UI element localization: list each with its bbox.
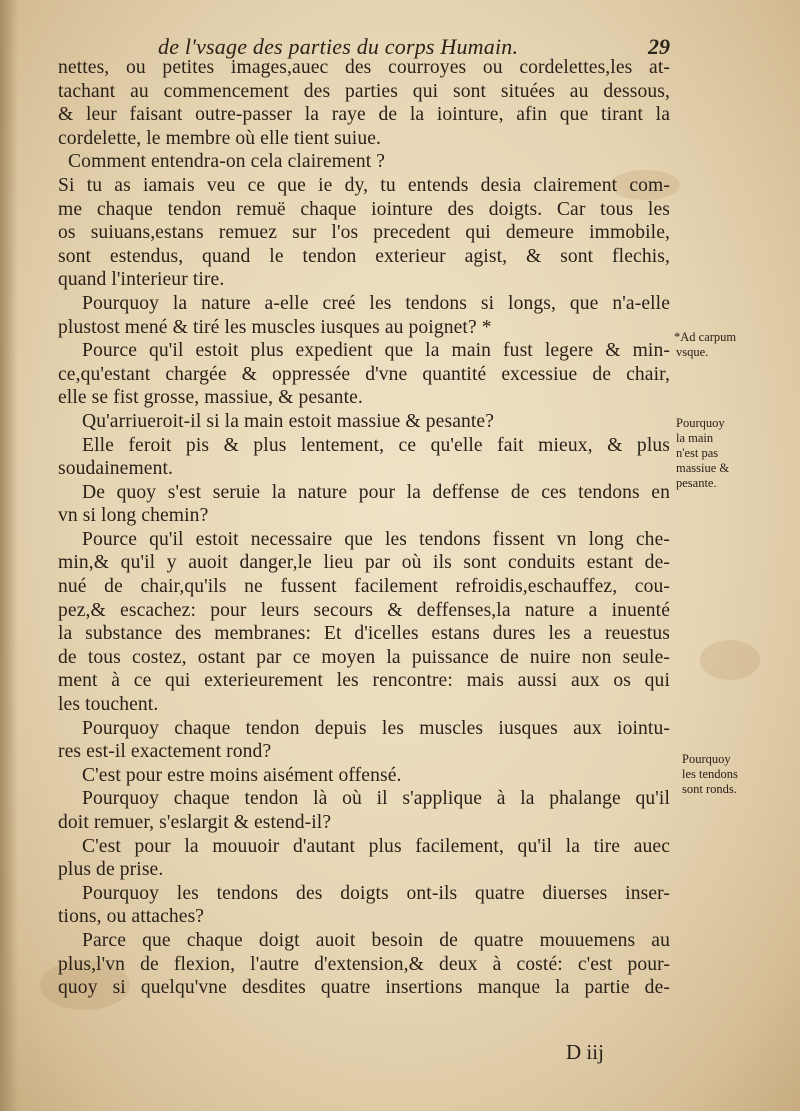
- margin-note-line: pesante.: [676, 476, 717, 490]
- text-line: C'est pour estre moins aisément offensé.: [82, 764, 402, 786]
- text-line: & leur faisant outre-passer la raye de la iointure, afin que tirant la: [58, 104, 670, 126]
- text-line: tions, ou attaches?: [58, 906, 205, 928]
- text-line: soudainement.: [58, 458, 174, 480]
- text-line: Pource qu'il estoit plus expedient que la main fust legere & min-: [82, 340, 670, 362]
- text-line: plustost mené & tiré les muscles iusques au poignet? *: [58, 316, 492, 338]
- text-line: Elle feroit pis & plus lentement, ce qu'elle fait mieux, & plus: [82, 434, 670, 456]
- text-line: quand l'interieur tire.: [58, 269, 225, 291]
- text-line: plus de prise.: [58, 859, 164, 881]
- text-line: doit remuer, s'eslargit & estend-il?: [58, 812, 332, 833]
- margin-note-line: n'est pas: [676, 446, 719, 460]
- text-line: os suiuans,estans remuez sur l'os precedent qui demeure immobile,: [58, 222, 670, 244]
- text-line: res est-il exactement rond?: [58, 741, 272, 763]
- text-line: Si tu as iamais veu ce que ie dy, tu entends desia clairement com-: [58, 174, 670, 196]
- margin-note-line: Pourquoy: [676, 416, 725, 430]
- text-line: pez,& escachez: pour leurs secours & deffenses,la nature a inuenté: [58, 599, 670, 621]
- margin-note-line: la main: [676, 431, 714, 445]
- page-number: 29: [648, 34, 670, 59]
- margin-note-line: sont ronds.: [682, 782, 737, 796]
- text-line: min,& qu'il y auoit danger,le lieu par où ils sont conduits estant de-: [58, 552, 670, 574]
- margin-note-pourquoy-tendons: [682, 752, 738, 797]
- paper-stain: [700, 640, 760, 680]
- text-line: cordelette, le membre où elle tient suiue.: [58, 127, 382, 149]
- text-line: me chaque tendon remuë chaque iointure des doigts. Car tous les: [58, 198, 670, 220]
- question-line: Pourquoy chaque tendon depuis les muscles iusques aux iointu-: [82, 717, 670, 739]
- question-line: Comment entendra-on cela clairement ?: [68, 151, 386, 173]
- text-line: nettes, ou petites images,auec des courroyes ou cordelettes,les at-: [58, 57, 670, 78]
- running-head: de l'vsage des parties du corps Humain.: [158, 34, 519, 59]
- text-line: elle se fist grosse, massiue, & pesante.: [58, 387, 363, 409]
- text-line: ce,qu'estant chargée & oppressée d'vne quantité excessiue de chair,: [58, 363, 670, 385]
- text-line: les touchent.: [58, 694, 159, 716]
- margin-note-pourquoy-main: [676, 416, 729, 491]
- question-line: Pourquoy chaque tendon là où il s'applique à la phalange qu'il: [82, 788, 670, 810]
- text-line: quoy si quelqu'vne desdites quatre insertions manque la partie de-: [58, 977, 670, 999]
- margin-note-line: Pourquoy: [682, 752, 731, 766]
- margin-note-line: vsque.: [676, 345, 709, 359]
- text-line: sont estendus, quand le tendon exterieur agist, & sont flechis,: [58, 245, 670, 267]
- text-line: tachant au commencement des parties qui sont situées au dessous,: [58, 80, 670, 102]
- body-text: [58, 56, 670, 1000]
- text-line: la substance des membranes: Et d'icelles estans dures les a reuestus: [58, 623, 670, 645]
- text-line: Pource qu'il estoit necessaire que les tendons fissent vn long che-: [82, 528, 670, 550]
- text-line: ment à ce qui exterieurement les rencontre: mais aussi aux os qui: [58, 670, 670, 692]
- text-line: vn si long chemin?: [58, 505, 209, 527]
- signature-mark: D iij: [566, 1040, 604, 1064]
- question-line: Pourquoy les tendons des doigts ont-ils quatre diuerses inser-: [82, 882, 670, 904]
- text-line: plus,l'vn de flexion, l'autre d'extension,& deux à costé: c'est pour-: [58, 953, 670, 975]
- margin-note-line: *Ad carpum: [674, 330, 737, 344]
- question-line: Qu'arriueroit-il si la main estoit massiue & pesante?: [82, 410, 495, 432]
- text-line: Parce que chaque doigt auoit besoin de quatre mouuemens au: [82, 929, 670, 951]
- text-line: nué de chair,qu'ils ne fussent facilement refroidis,eschauffez, cou-: [58, 576, 670, 598]
- text-line: C'est pour la mouuoir d'autant plus facilement, qu'il la tire auec: [82, 835, 670, 857]
- margin-note-line: massiue &: [676, 461, 730, 475]
- question-line: Pourquoy la nature a-elle creé les tendons si longs, que n'a-elle: [82, 292, 670, 314]
- text-line: de tous costez, ostant par ce moyen la puissance de nuire non seule-: [58, 646, 670, 668]
- question-line: De quoy s'est seruie la nature pour la deffense de ces tendons en: [82, 481, 670, 503]
- margin-note-ad-carpum: [674, 330, 736, 360]
- margin-note-line: les tendons: [682, 767, 738, 781]
